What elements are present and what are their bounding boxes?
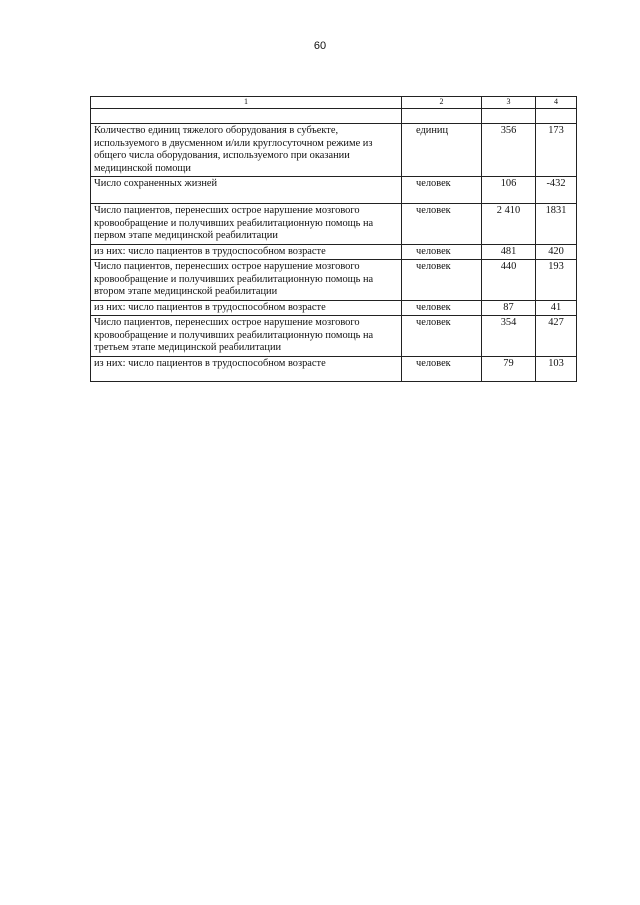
- header-col-1: 1: [91, 97, 402, 109]
- row-description: Число сохраненных жизней: [91, 177, 402, 204]
- row-value-col3: 440: [482, 260, 536, 301]
- row-description: Количество единиц тяжелого оборудования в субъекте, используемого в двусменном и/или круглосуточном режиме из общего числа оборудования, используемого при оказании медицинской помощи: [91, 124, 402, 177]
- row-value-col3: 481: [482, 244, 536, 260]
- row-value-col3: 87: [482, 300, 536, 316]
- row-value-col3: 356: [482, 124, 536, 177]
- row-description: из них: число пациентов в трудоспособном возрасте: [91, 300, 402, 316]
- row-unit: человек: [402, 244, 482, 260]
- row-description: из них: число пациентов в трудоспособном возрасте: [91, 356, 402, 381]
- row-unit: человек: [402, 260, 482, 301]
- table-row: [91, 260, 577, 301]
- row-value-col4: 1831: [536, 204, 577, 245]
- table-row: [91, 204, 577, 245]
- row-description: Число пациентов, перенесших острое нарушение мозгового кровообращение и получивших реабилитационную помощь на третьем этапе медицинской реабилитации: [91, 316, 402, 357]
- row-value-col3: 2 410: [482, 204, 536, 245]
- table-row: [91, 300, 577, 316]
- row-value-col4: 41: [536, 300, 577, 316]
- table-row: [91, 316, 577, 357]
- row-value-col4: 420: [536, 244, 577, 260]
- row-unit: человек: [402, 316, 482, 357]
- page-number: 60: [313, 40, 327, 52]
- table-spacer-row: [91, 109, 577, 124]
- row-value-col3: 79: [482, 356, 536, 381]
- row-value-col4: 427: [536, 316, 577, 357]
- row-value-col4: -432: [536, 177, 577, 204]
- table-row: [91, 244, 577, 260]
- row-description: из них: число пациентов в трудоспособном возрасте: [91, 244, 402, 260]
- row-value-col4: 173: [536, 124, 577, 177]
- table-row: [91, 177, 577, 204]
- row-unit: человек: [402, 204, 482, 245]
- row-description: Число пациентов, перенесших острое нарушение мозгового кровообращение и получивших реабилитационную помощь на первом этапе медицинской реабилитации: [91, 204, 402, 245]
- indicator-table: [90, 96, 577, 382]
- row-value-col4: 193: [536, 260, 577, 301]
- row-unit: человек: [402, 300, 482, 316]
- row-value-col3: 106: [482, 177, 536, 204]
- row-value-col4: 103: [536, 356, 577, 381]
- row-unit: единиц: [402, 124, 482, 177]
- header-col-3: 3: [482, 97, 536, 109]
- table-row: [91, 356, 577, 381]
- row-value-col3: 354: [482, 316, 536, 357]
- table-header-row: [91, 97, 577, 109]
- row-unit: человек: [402, 177, 482, 204]
- row-unit: человек: [402, 356, 482, 381]
- row-description: Число пациентов, перенесших острое нарушение мозгового кровообращение и получивших реабилитационную помощь на втором этапе медицинской реабилитации: [91, 260, 402, 301]
- header-col-4: 4: [536, 97, 577, 109]
- table-row: [91, 124, 577, 177]
- header-col-2: 2: [402, 97, 482, 109]
